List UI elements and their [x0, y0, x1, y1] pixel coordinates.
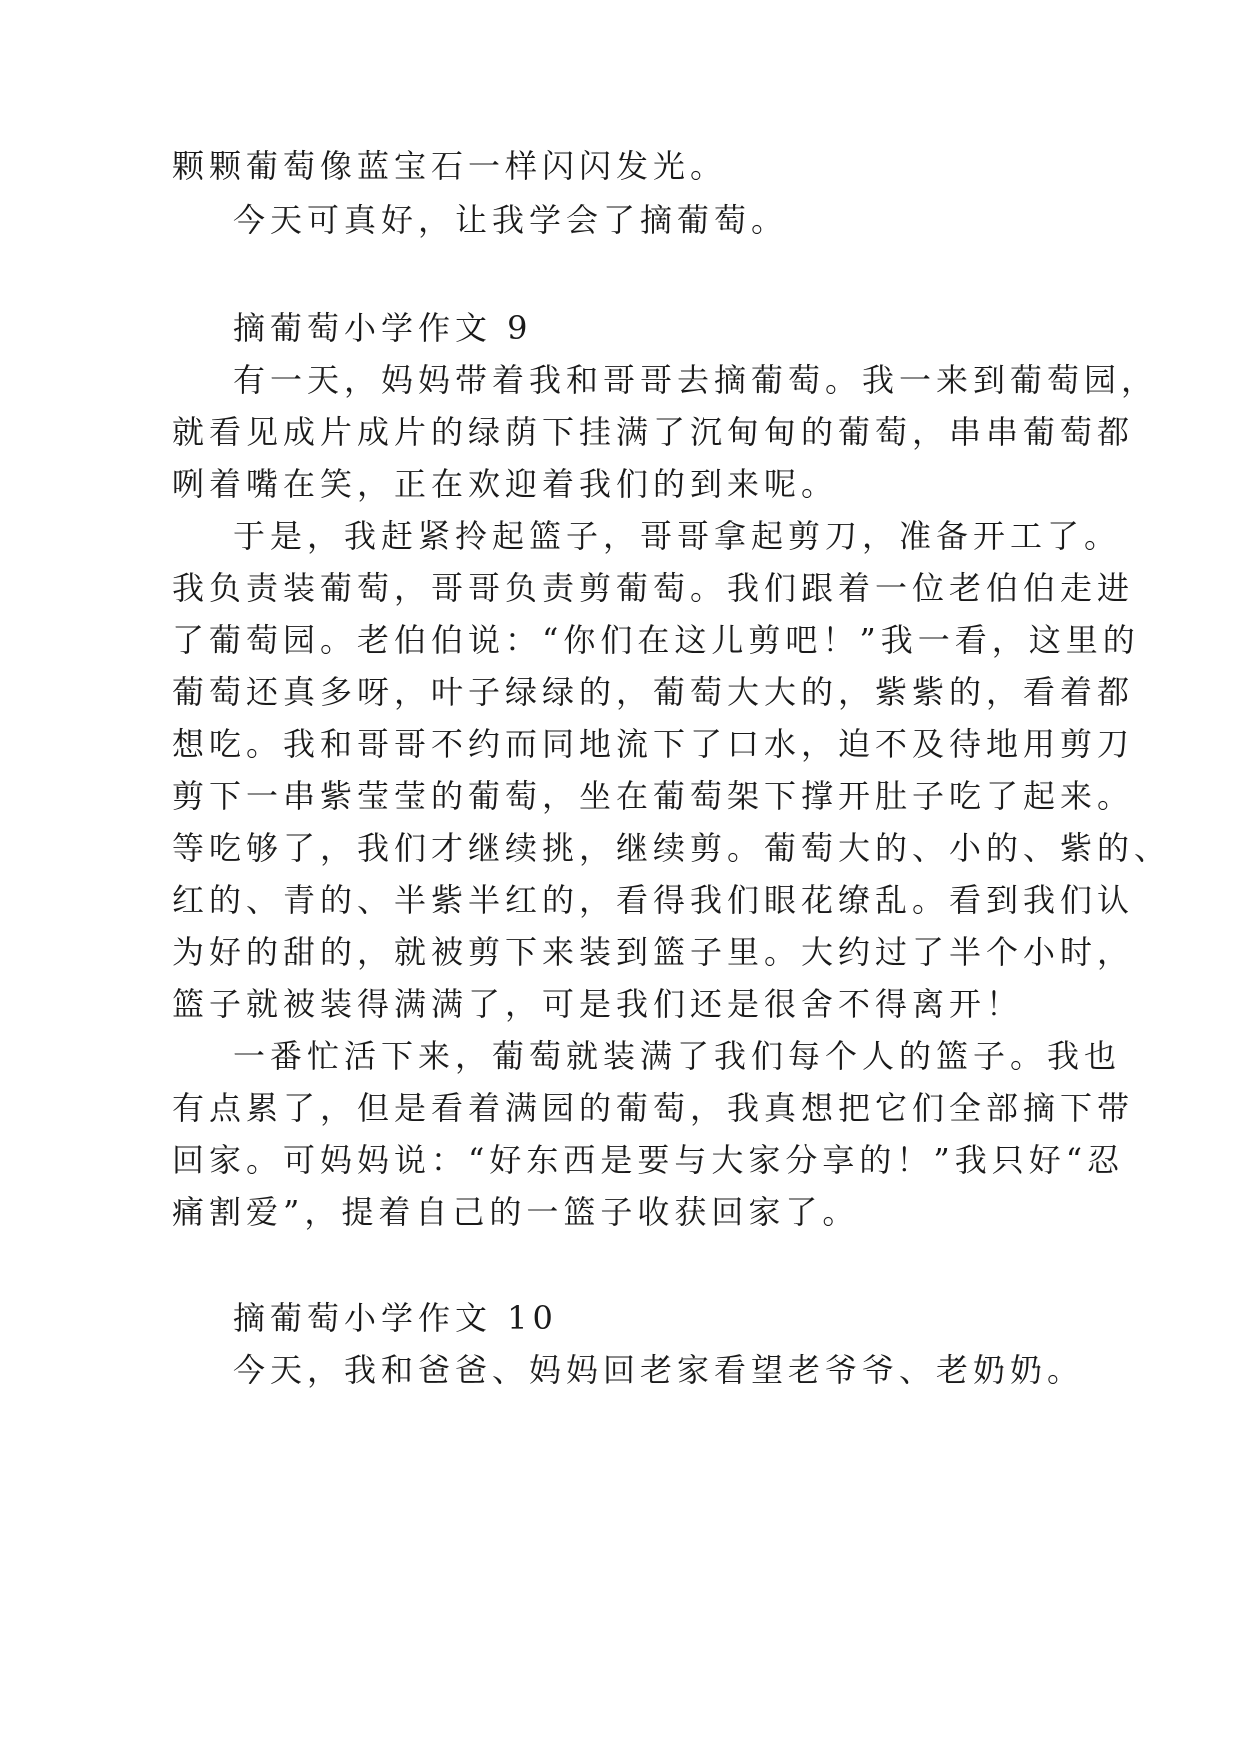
- text-line: 今天，我和爸爸、妈妈回老家看望老爷爷、老奶奶。: [233, 1351, 1085, 1389]
- text-line: 就看见成片成片的绿荫下挂满了沉甸甸的葡萄，串串葡萄都: [172, 413, 1135, 451]
- text-line: 于是，我赶紧拎起篮子，哥哥拿起剪刀，准备开工了。: [233, 517, 1122, 555]
- section-heading: 摘葡萄小学作文 9: [233, 309, 533, 347]
- text-line: 回家。可妈妈说：“好东西是要与大家分享的！”我只好“忍: [172, 1141, 1125, 1179]
- text-line: 了葡萄园。老伯伯说：“你们在这儿剪吧！”我一看，这里的: [172, 621, 1140, 659]
- text-line: 想吃。我和哥哥不约而同地流下了口水，迫不及待地用剪刀: [172, 725, 1135, 763]
- text-line: 篮子就被装得满满了，可是我们还是很舍不得离开！: [172, 985, 1024, 1023]
- text-line: 颗颗葡萄像蓝宝石一样闪闪发光。: [172, 147, 728, 185]
- text-line: 为好的甜的，就被剪下来装到篮子里。大约过了半个小时，: [172, 933, 1135, 971]
- text-line: 红的、青的、半紫半红的，看得我们眼花缭乱。看到我们认: [172, 881, 1135, 919]
- text-line: 有一天，妈妈带着我和哥哥去摘葡萄。我一来到葡萄园，: [233, 361, 1159, 399]
- text-line: 一番忙活下来，葡萄就装满了我们每个人的篮子。我也: [233, 1037, 1122, 1075]
- section-heading: 摘葡萄小学作文 10: [233, 1299, 558, 1337]
- text-line: 剪下一串紫莹莹的葡萄，坐在葡萄架下撑开肚子吃了起来。: [172, 777, 1135, 815]
- text-line: 痛割爱”，提着自己的一篮子收获回家了。: [172, 1193, 860, 1231]
- text-line: 等吃够了，我们才继续挑，继续剪。葡萄大的、小的、紫的、: [172, 829, 1172, 867]
- text-line: 咧着嘴在笑，正在欢迎着我们的到来呢。: [172, 465, 839, 503]
- text-line: 今天可真好，让我学会了摘葡萄。: [233, 201, 789, 239]
- text-line: 葡萄还真多呀，叶子绿绿的，葡萄大大的，紫紫的，看着都: [172, 673, 1135, 711]
- text-line: 我负责装葡萄，哥哥负责剪葡萄。我们跟着一位老伯伯走进: [172, 569, 1135, 607]
- text-line: 有点累了，但是看着满园的葡萄，我真想把它们全部摘下带: [172, 1089, 1135, 1127]
